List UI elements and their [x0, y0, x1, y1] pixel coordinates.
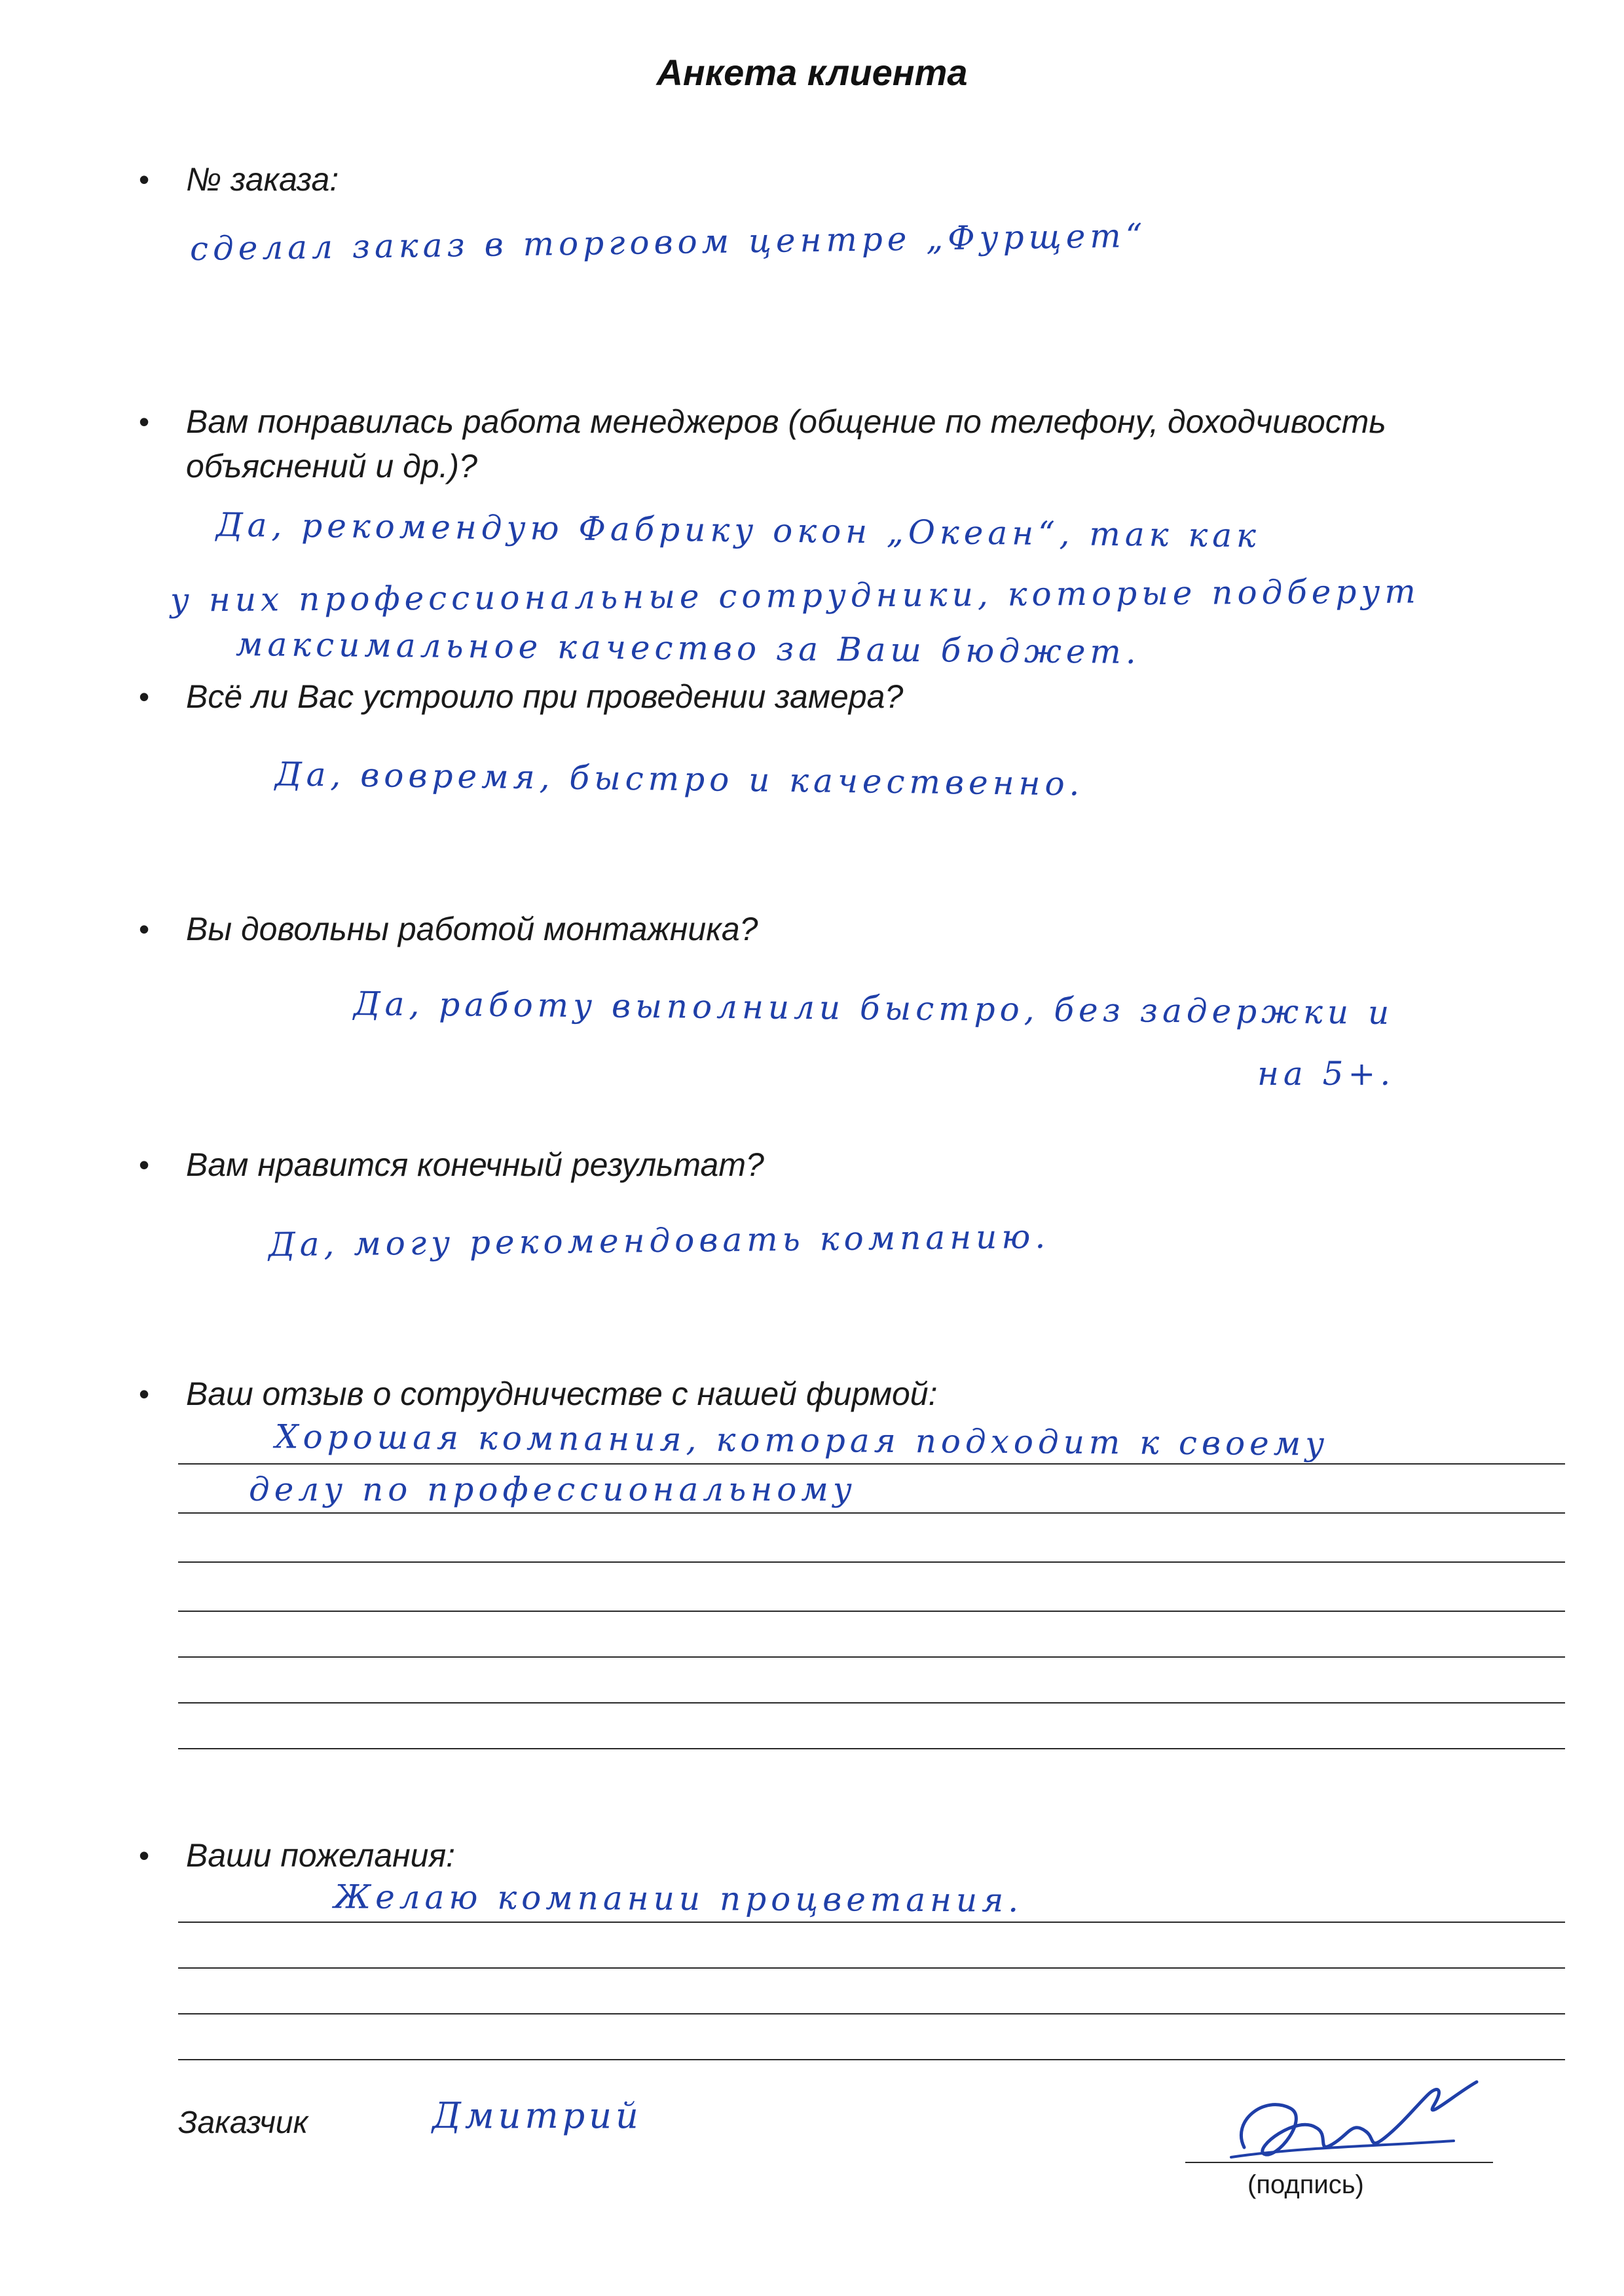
wishes-line-1: [178, 1922, 1565, 1923]
signature-icon: [1218, 2069, 1493, 2180]
wishes-line-2: [178, 1967, 1565, 1969]
bullet-icon: •: [139, 1377, 150, 1411]
question-text-line-1: Вам понравилась работа менеджеров (общение по телефону, доходчивость: [186, 403, 1386, 440]
question-text: № заказа:: [186, 161, 339, 198]
feedback-line-5: [178, 1656, 1565, 1658]
signature-line: [1185, 2162, 1493, 2163]
bullet-icon: •: [139, 680, 150, 714]
question-text: Всё ли Вас устроило при проведении замера?: [186, 678, 904, 715]
answer-managers-line-2: у них профессиональные сотрудники, которые подберут: [170, 572, 1421, 619]
feedback-line-4: [178, 1611, 1565, 1612]
answer-feedback-line-1: Хорошая компания, которая подходит к своему: [274, 1417, 1329, 1463]
wishes-line-4: [178, 2059, 1565, 2060]
answer-managers-line-3: максимальное качество за Ваш бюджет.: [235, 625, 1141, 672]
feedback-line-7: [178, 1748, 1565, 1749]
question-text-line-2: объяснений и др.)?: [186, 448, 477, 484]
feedback-line-2: [178, 1512, 1565, 1514]
answer-installer-line-2: на 5+.: [1257, 1055, 1395, 1093]
feedback-line-3: [178, 1561, 1565, 1563]
question-text: Вы довольны работой монтажника?: [186, 911, 758, 947]
answer-wishes: Желаю компании процветания.: [333, 1878, 1024, 1920]
bullet-icon: •: [139, 912, 150, 946]
signature-caption: (подпись): [1247, 2170, 1364, 2199]
answer-installer-line-1: Да, работу выполнили быстро, без задержки и: [353, 985, 1394, 1032]
question-text: Ваши пожелания:: [186, 1837, 456, 1874]
answer-managers-line-1: Да, рекомендую Фабрику окон „Океан“, так как: [215, 505, 1261, 555]
customer-name: Дмитрий: [432, 2095, 642, 2136]
bullet-icon: •: [139, 1838, 150, 1872]
bullet-icon: •: [139, 162, 150, 196]
wishes-line-3: [178, 2013, 1565, 2014]
customer-label: Заказчик: [178, 2105, 308, 2140]
feedback-line-6: [178, 1702, 1565, 1704]
question-text: Вам нравится конечный результат?: [186, 1146, 764, 1183]
answer-feedback-line-2: делу по профессиональному: [249, 1470, 857, 1508]
bullet-icon: •: [139, 405, 150, 439]
bullet-icon: •: [139, 1148, 150, 1182]
answer-order-number: сделал заказ в торговом центре „Фурщет“: [189, 216, 1147, 268]
question-text: Ваш отзыв о сотрудничестве с нашей фирмой:: [186, 1376, 938, 1412]
feedback-line-1: [178, 1463, 1565, 1465]
answer-final-result: Да, могу рекомендовать компанию.: [268, 1217, 1050, 1264]
answer-measurement: Да, вовремя, быстро и качественно.: [274, 755, 1084, 803]
page-title: Анкета клиента: [656, 52, 968, 93]
